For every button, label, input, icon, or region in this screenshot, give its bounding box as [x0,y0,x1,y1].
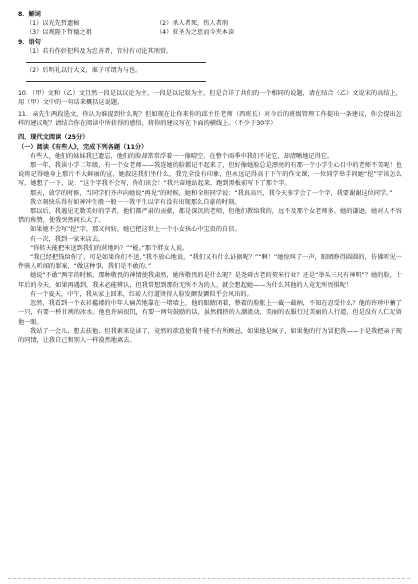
answer-blank-line-2 [18,75,402,85]
question-8-item-1: （1）以光先哲遗稿 [26,20,80,28]
passage-paragraph-12: 忽然，我看到一个衣衫褴褛的中年人痛苦地靠在一堵墙上，他的眼睛闭着，整着的脸胀上一截一截柄，不知在忍受什么？他的许珍中蓄了一只，有要一杯甘冽的冰水。他也许病很饥，有要一两句鼓励的话，虽然拥挤的人潮流动，美丽的衣服行过美丽的人行道，但是没有人仁足留他一眼。 [18,300,402,326]
passage-paragraph-4: 我立刻快乐得有如神冲生般一般一一我平生以字有没有出现那么自豪的时刻。 [30,198,241,206]
question-9-line-1: （1）若有作奸犯科及为忠善者，宜付有司论其刑赏。 [26,47,173,55]
passage-paragraph-5: 那以后，我遇见无数美好的学者，他们都严肃的贡献，都是深沉的老师，但他们教给我的，远不及那个女老师多。她的谦逊，她对人不容惜的称赞，使我突然间长大了。 [18,208,402,225]
question-10-text: 10．（甲）文和（乙）文且然一段是以议论为主，一段是以记叙为主，但是合详了共们的一个相同的说题，请在结合（乙）文说宋的高结上，用（甲）文中的一句话来概括这说题。 [18,89,402,106]
question-8-item-2: （2）杀人者死，伤人者刑 [156,20,228,28]
question-8-item-4: （4）亚圣为之思而今夹本读 [156,29,235,37]
question-8-row-1 [18,19,402,28]
passage-paragraph-10: 她说“不敢”两字的时候，那种敬畏的神情使我肃然，她所敬畏的是什么呢？是尧舜古老的契米行业？还是“举头三尺有神明”？她的脸，十年后的今天，如果再遇到，我未必能辨认，但我常想到那份无所不为的人，就会想起她——为什么其他的人竟无所畏惧呢！ [18,272,402,289]
passage-paragraph-1: 有些人，他们的妹妹我已遗忘，他们的脸却常常浮着一一像晴空，在整个雨季中我们不见它，却清晰地记得它。 [30,152,334,160]
question-9-label: 9．语句 [18,38,41,46]
passage-paragraph-6: 如果她不会写“挖”字，那又何妨，她已把这世上一个小女孩心中宝贵的自信。 [30,226,241,234]
question-8-row-2 [18,28,402,37]
answer-blank-line-1 [18,56,402,66]
passage-paragraph-8: “你转天能把米送到我们的营地吗？”“能。”那个胖女人说。 [30,244,189,252]
passage-paragraph-3: 那天，放学的时候，当同学们齐声向她说“再见”的时候，她和全班同学说：“我真高兴，我今天多学会了一个字，我要谢谢这位同学。” [30,189,393,197]
question-8-item-3: （3）以观陛下哲德之祖 [26,29,92,37]
passage-paragraph-2: 那一年，我读小学二年级，有一个女老师——我连她的脸都记不起来了，但好像她脸总是漂亮的有那一个小学生心目中的老师不美呢！也说将记得她身上那片不大鲜丽的宣，她叙这我们坐什么，我完全没有印象，但永远记得高于下午的作文课，一位同学举手问她“挖”字该怎么写，她想了一下，说：“这个字我不会写，你们该会！”我兴奋地站起来，跑到黑板前写下了那个字。 [18,162,402,188]
question-11-text: 11．亲先生两段选文，你认为谁提到什么呢？但如现在让你来你的邱主任老师（西班长）对今后的班级管理工作提出一条建议，你会提出怎样的建议呢？请结合你在阅读中所获得的感悟，将你的建议写在下面的横线上。（不少于30字） [18,111,402,128]
subsection-heading: （一）阅读《有些人》，完成下列各题（11分） [18,143,148,151]
question-8-label: 8．解词 [18,11,41,18]
page-bottom-divider [8,578,410,582]
section-heading: 四、现代文阅读（25分） [18,134,89,142]
passage-paragraph-9: “我已经把钱给你了，可是如果你们不送，”我不放心地说，“我们又有什么证据呢？”“啊！”她惊叫了一声，眼睛睁得圆圆的，仿佛听见一件骇人听闻的罪案，“做这种事，我们是不敢的。” [18,254,402,271]
question-9-line-2: （2）后明礼以行大义，谁子可谓为与也。 [26,67,142,75]
passage-paragraph-7: 有一次，我到一家米店去。 [30,235,105,243]
passage-paragraph-11: 有一个夏天，中午，我从家上回来，红砖人行道烫得人脸发颤发颤似乎会风出的。 [30,290,253,298]
passage-paragraph-13: 我站了一会儿，想去扶他，但我素来是读了，竟然的欲意使我不能不有所顾忌，如果他是疯子，如果他的行为冒犯我——于是我把亲子现的同情，让我自己和别人一样漠然地离去。 [18,327,402,344]
